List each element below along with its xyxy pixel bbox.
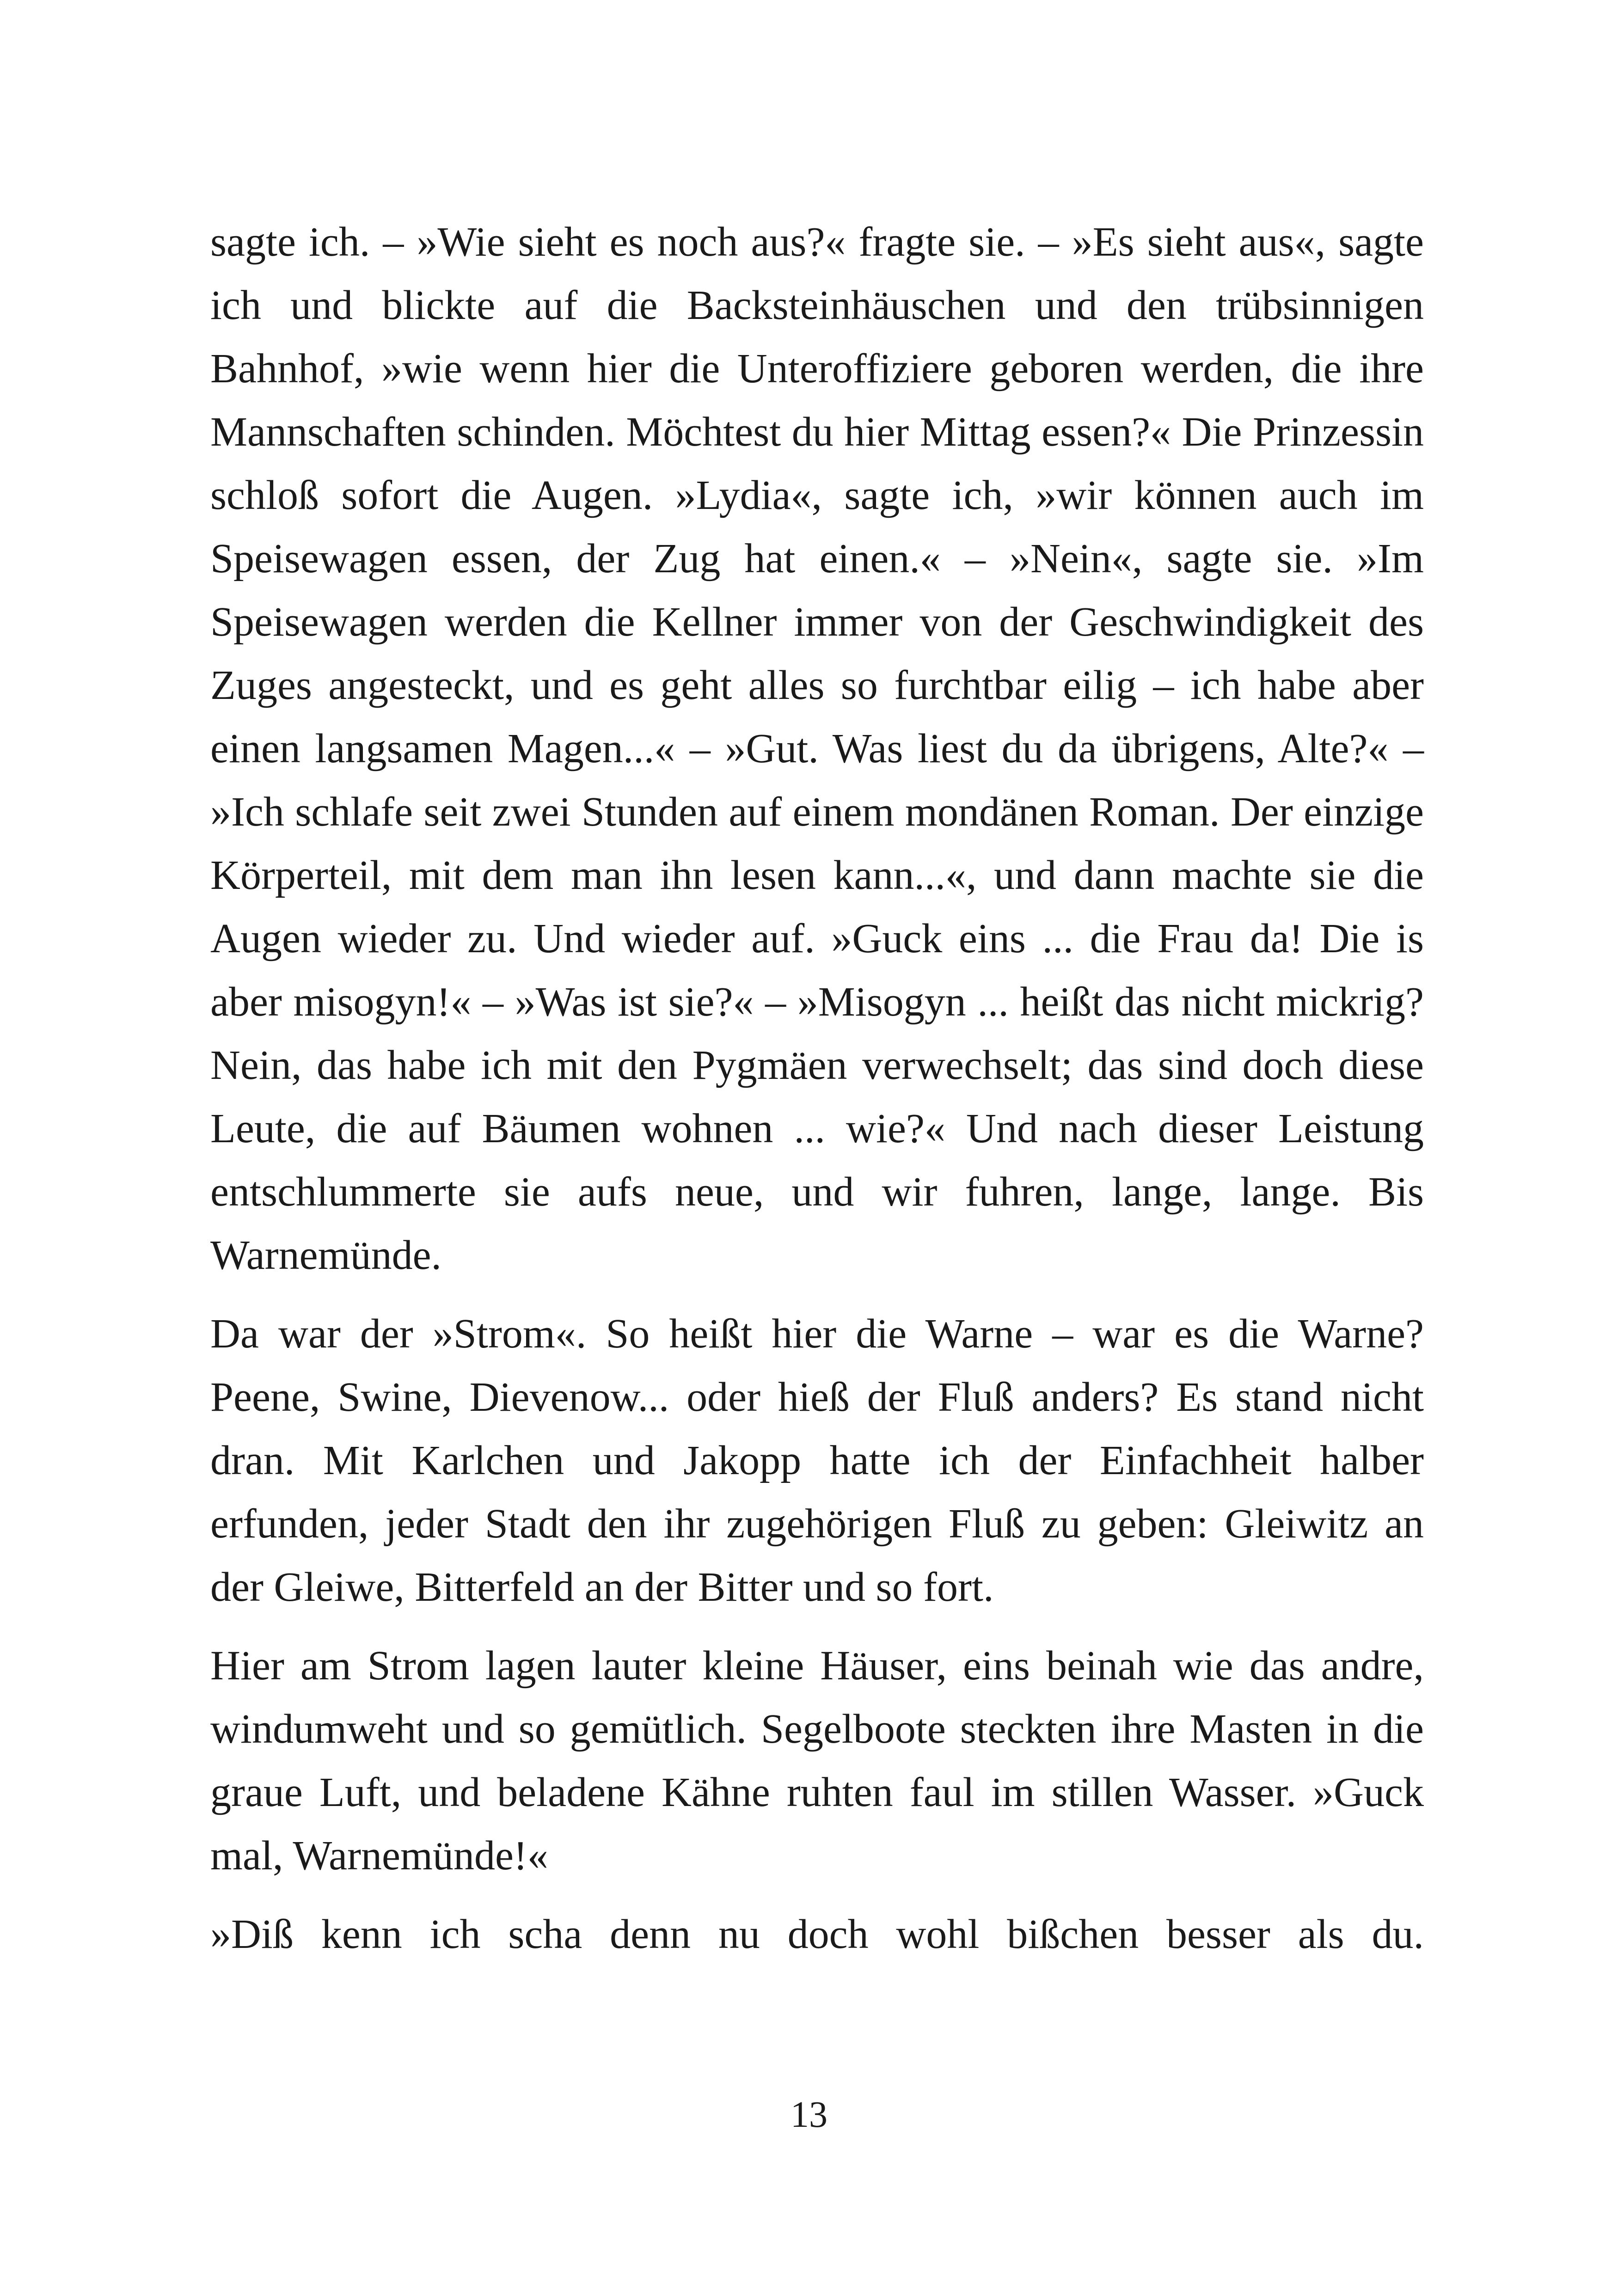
page-number: 13 bbox=[791, 2094, 827, 2135]
page-body bbox=[210, 210, 1424, 1981]
paragraph-3: Hier am Strom lagen lauter kleine Häuser, eins beinah wie das andre, windumweht und so gemütlich. Segelboote steckten ihre Masten in die graue Luft, und beladene Kähne ruhten faul im stillen Wasser. »Guck mal, Warnemünde!« bbox=[210, 1643, 1424, 1879]
paragraph-1: sagte ich. – »Wie sieht es noch aus?« fragte sie. – »Es sieht aus«, sagte ich und blickte auf die Backsteinhäuschen und den trübsinnigen Bahnhof, »wie wenn hier die Unteroffiziere geboren werden, die ihre Mannschaften schinden. Möchtest du hier Mittag essen?« Die Prinzessin schloß sofort die Augen. »Lydia«, sagte ich, »wir können auch im Speisewagen essen, der Zug hat einen.« – »Nein«, sagte sie. »Im Speisewagen werden die Kellner immer von der Geschwindigkeit des Zuges angesteckt, und es geht alles so furchtbar eilig – ich habe aber einen langsamen Magen...« – »Gut. Was liest du da übrigens, Alte?« – »Ich schlafe seit zwei Stunden auf einem mondänen Roman. Der einzige Körperteil, mit dem man ihn lesen kann...«, und dann machte sie die Augen wieder zu. Und wieder auf. »Guck eins ... die Frau da! Die is aber misogyn!« – »Was ist sie?« – »Misogyn ... heißt das nicht mickrig? Nein, das habe ich mit den Pygmäen verwechselt; das sind doch diese Leute, die auf Bäumen wohnen ... wie?« Und nach dieser Leistung entschlummerte sie aufs neue, und wir fuhren, lange, lange. Bis Warnemünde. bbox=[210, 219, 1424, 1278]
paragraph-4: »Diß kenn ich scha denn nu doch wohl bißchen besser als du. bbox=[210, 1911, 1424, 1957]
paragraph-2: Da war der »Strom«. So heißt hier die Warne – war es die Warne? Peene, Swine, Dievenow... oder hieß der Fluß anders? Es stand nicht dran. Mit Karlchen und Jakopp hatte ich der Einfachheit halber erfunden, jeder Stadt den ihr zugehörigen Fluß zu geben: Gleiwitz an der Gleiwe, Bitterfeld an der Bitter und so fort. bbox=[210, 1311, 1424, 1610]
